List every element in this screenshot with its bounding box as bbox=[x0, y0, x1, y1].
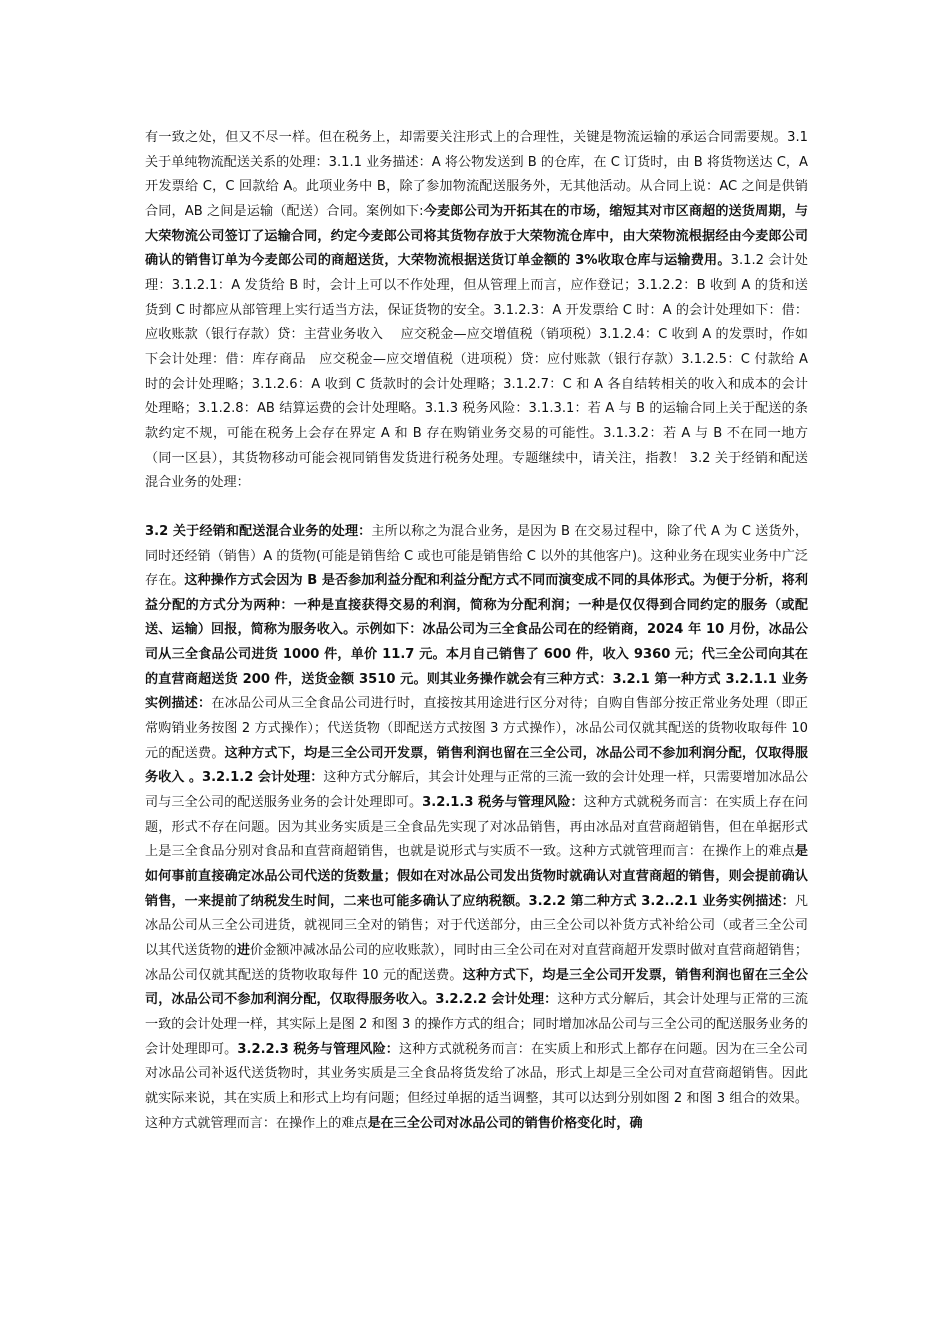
text-run: 在冰品公司从三全食品公司进行时，直接按其用途进行区分对待；自购自售部分按正常业务处理（即正常购销业务按图 2 方式操作）；代送货物（即配送方式按图 3 方式操作），冰品公司仅就其配送的货物收取每件 10 元的配送费。 bbox=[145, 696, 809, 761]
text-run-bold: 今麦郎公司为开拓其在的市场，缩短其对市区商超的送货周期，与大荣物流公司签订了运输合同，约定今麦郎公司将其货物存放于大荣物流仓库中，由大荣物流根据经由今麦郎公司确认的销售订单为今麦郎公司的商超送货，大荣物流根据送货订单金额的 3%收取仓库与运输费用。 bbox=[145, 203, 809, 269]
text-run-bold: 3.2.2.3 税务与管理风险： bbox=[237, 1041, 399, 1057]
text-run-bold: 是在三全公司对冰品公司的销售价格变化时，确 bbox=[367, 1115, 643, 1131]
text-run-bold: 这种操作方式会因为 B 是否参加利益分配和利益分配方式不同而演变成不同的具体形式。为便于分析，将利益分配的方式分为两种：一种是直接获得交易的利润，简称为分配利润；一种是仅仅得到合同约定的服务（或配送、运输）回报，简称为服务收入。示例如下：冰品公司为三全食品公司在的经销商，2024 年 10 月份，冰品公司从三全食品公司进货 1000 件，单价 11.7 元。本月自己销售了 600 件，收入 9360 元；代三全公司向其在的直营商超送货 200 件，送货金额 3510 元。则其业务操作就会有三种方式：3.2.1 第一种方式 3.2.1.1 业务实例描述： bbox=[145, 573, 808, 712]
text-run-bold: 这种方式下，均是三全公司开发票，销售利润也留在三全公司，冰品公司不参加利润分配，仅取得服务收入。3.2.2.2 会计处理： bbox=[145, 967, 808, 1008]
text-run-bold: 进 bbox=[236, 943, 251, 958]
paragraph-gap bbox=[145, 496, 808, 520]
text-run: 3.1.2 会计处理：3.1.2.1：A 发货给 B 时，会计上可以不作处理，但从管理上而言，应作登记；3.1.2.2：B 收到 A 的货和送货到 C 时都应从部管理上实行适当方法，保证货物的安全。3.1.2.3：A 开发票给 C 时：A 的会计处理如下：借：应收账款（银行存款）贷：主营业务收入 应交税金—应交增值税（销项税）3.1.2.4：C 收到 A 的发票时，作如下会计处理：借：库存商品 应交税金—应交增值税（进项税）贷：应付账款（银行存款）3.1.2.5：C 付款给 A 时的会计处理略；3.1.2.6：A 收到 C 货款时的会计处理略；3.1.2.7：C 和 A 各自结转相关的收入和成本的会计处理略；3.1.2.8：AB 结算运费的会计处理略。3.1.3 税务风险：3.1.3.1：若 A 与 B 的运输合同上关于配送的条款约定不规，可能在税务上会存在界定 A 和 B 存在购销业务交易的可能性。3.1.3.2：若 A 与 B 不在同一地方（同一区县），其货物移动可能会视同销售发货进行税务处理。专题继续中，请关注，指教！ 3.2 关于经销和配送混合业务的处理： bbox=[145, 253, 809, 491]
text-run: 这种方式就税务而言：在实质上和形式上都存在问题。因为在三全公司对冰品公司补返代送货物时，其业务实质是三全食品将货发给了冰品，形式上却是三全公司对直营商超销售。因此就实际来说，其在实质上和形式上均有问题；但经过单据的适当调整，其可以达到分别如图 2 和图 3 组合的效果。这种方式就管理而言：在操作上的难点 bbox=[145, 1041, 809, 1131]
text-run: 这种方式分解后，其会计处理与正常的三流一致的会计处理一样，只需要增加冰品公司与三全公司的配送服务业务的会计处理即可。 bbox=[145, 770, 808, 811]
text-run: 这种方式就税务而言：在实质上存在问题，形式不存在问题。因为其业务实质是三全食品先实现了对冰品销售，再由冰品对直营商超销售，但在单据形式上是三全食品分别对食品和直营商超销售，也就是说形式与实质不一致。这种方式就管理而言：在操作上的难点 bbox=[145, 795, 808, 860]
text-run-bold: 3.2 关于经销和配送混合业务的处理： bbox=[145, 523, 372, 539]
paragraph-3-2-mixed-business bbox=[145, 520, 808, 1136]
paragraph-3-1-logistics bbox=[145, 126, 808, 496]
document-page bbox=[145, 126, 808, 1136]
text-run: 价金额冲减冰品公司的应收账款），同时由三全公司在对对直营商超开发票时做对直营商超销售；冰品公司仅就其配送的货物收取每件 10 元的配送费。 bbox=[145, 943, 809, 983]
text-run-bold: 是如何事前直接确定冰品公司代送的货数量；假如在对冰品公司发出货物时就确认对直营商超的销售，则会提前确认销售，一来提前了纳税发生时间，二来也可能多确认了应纳税额。3.2.2 第二种方式 3.2..2.1 业务实例描述： bbox=[145, 844, 808, 909]
text-run-bold: 这种方式下，均是三全公司开发票，销售利润也留在三全公司，冰品公司不参加利润分配，仅取得服务收入 。3.2.1.2 会计处理： bbox=[145, 745, 809, 786]
text-run: 有一致之处，但又不尽一样。但在税务上，却需要关注形式上的合理性，关键是物流运输的承运合同需要规。3.1 关于单纯物流配送关系的处理：3.1.1 业务描述：A 将公物发送到 B 的仓库，在 C 订货时，由 B 将货物送达 C，A 开发票给 C，C 回款给 A。此项业务中 B，除了参加物流配送服务外，无其他活动。从合同上说：AC 之间是供销合同，AB 之间是运输（配送）合同。案例如下: bbox=[145, 130, 808, 219]
text-run: 凡冰品公司从三全公司进货，就视同三全对的销售；对于代送部分，由三全公司以补货方式补给公司（或者三全公司以其代送货物的 bbox=[145, 893, 808, 958]
text-run-bold: 3.2.1.3 税务与管理风险： bbox=[422, 795, 584, 811]
text-run: 主所以称之为混合业务，是因为 B 在交易过程中，除了代 A 为 C 送货外，同时还经销（销售）A 的货物(可能是销售给 C 或也可能是销售给 C 以外的其他客户)。这种业务在现实业务中广泛存在。 bbox=[145, 523, 808, 589]
text-run: 这种方式分解后，其会计处理与正常的三流一致的会计处理一样，其实际上是图 2 和图 3 的操作方式的组合；同时增加冰品公司与三全公司的配送服务业务的会计处理即可。 bbox=[145, 992, 808, 1057]
